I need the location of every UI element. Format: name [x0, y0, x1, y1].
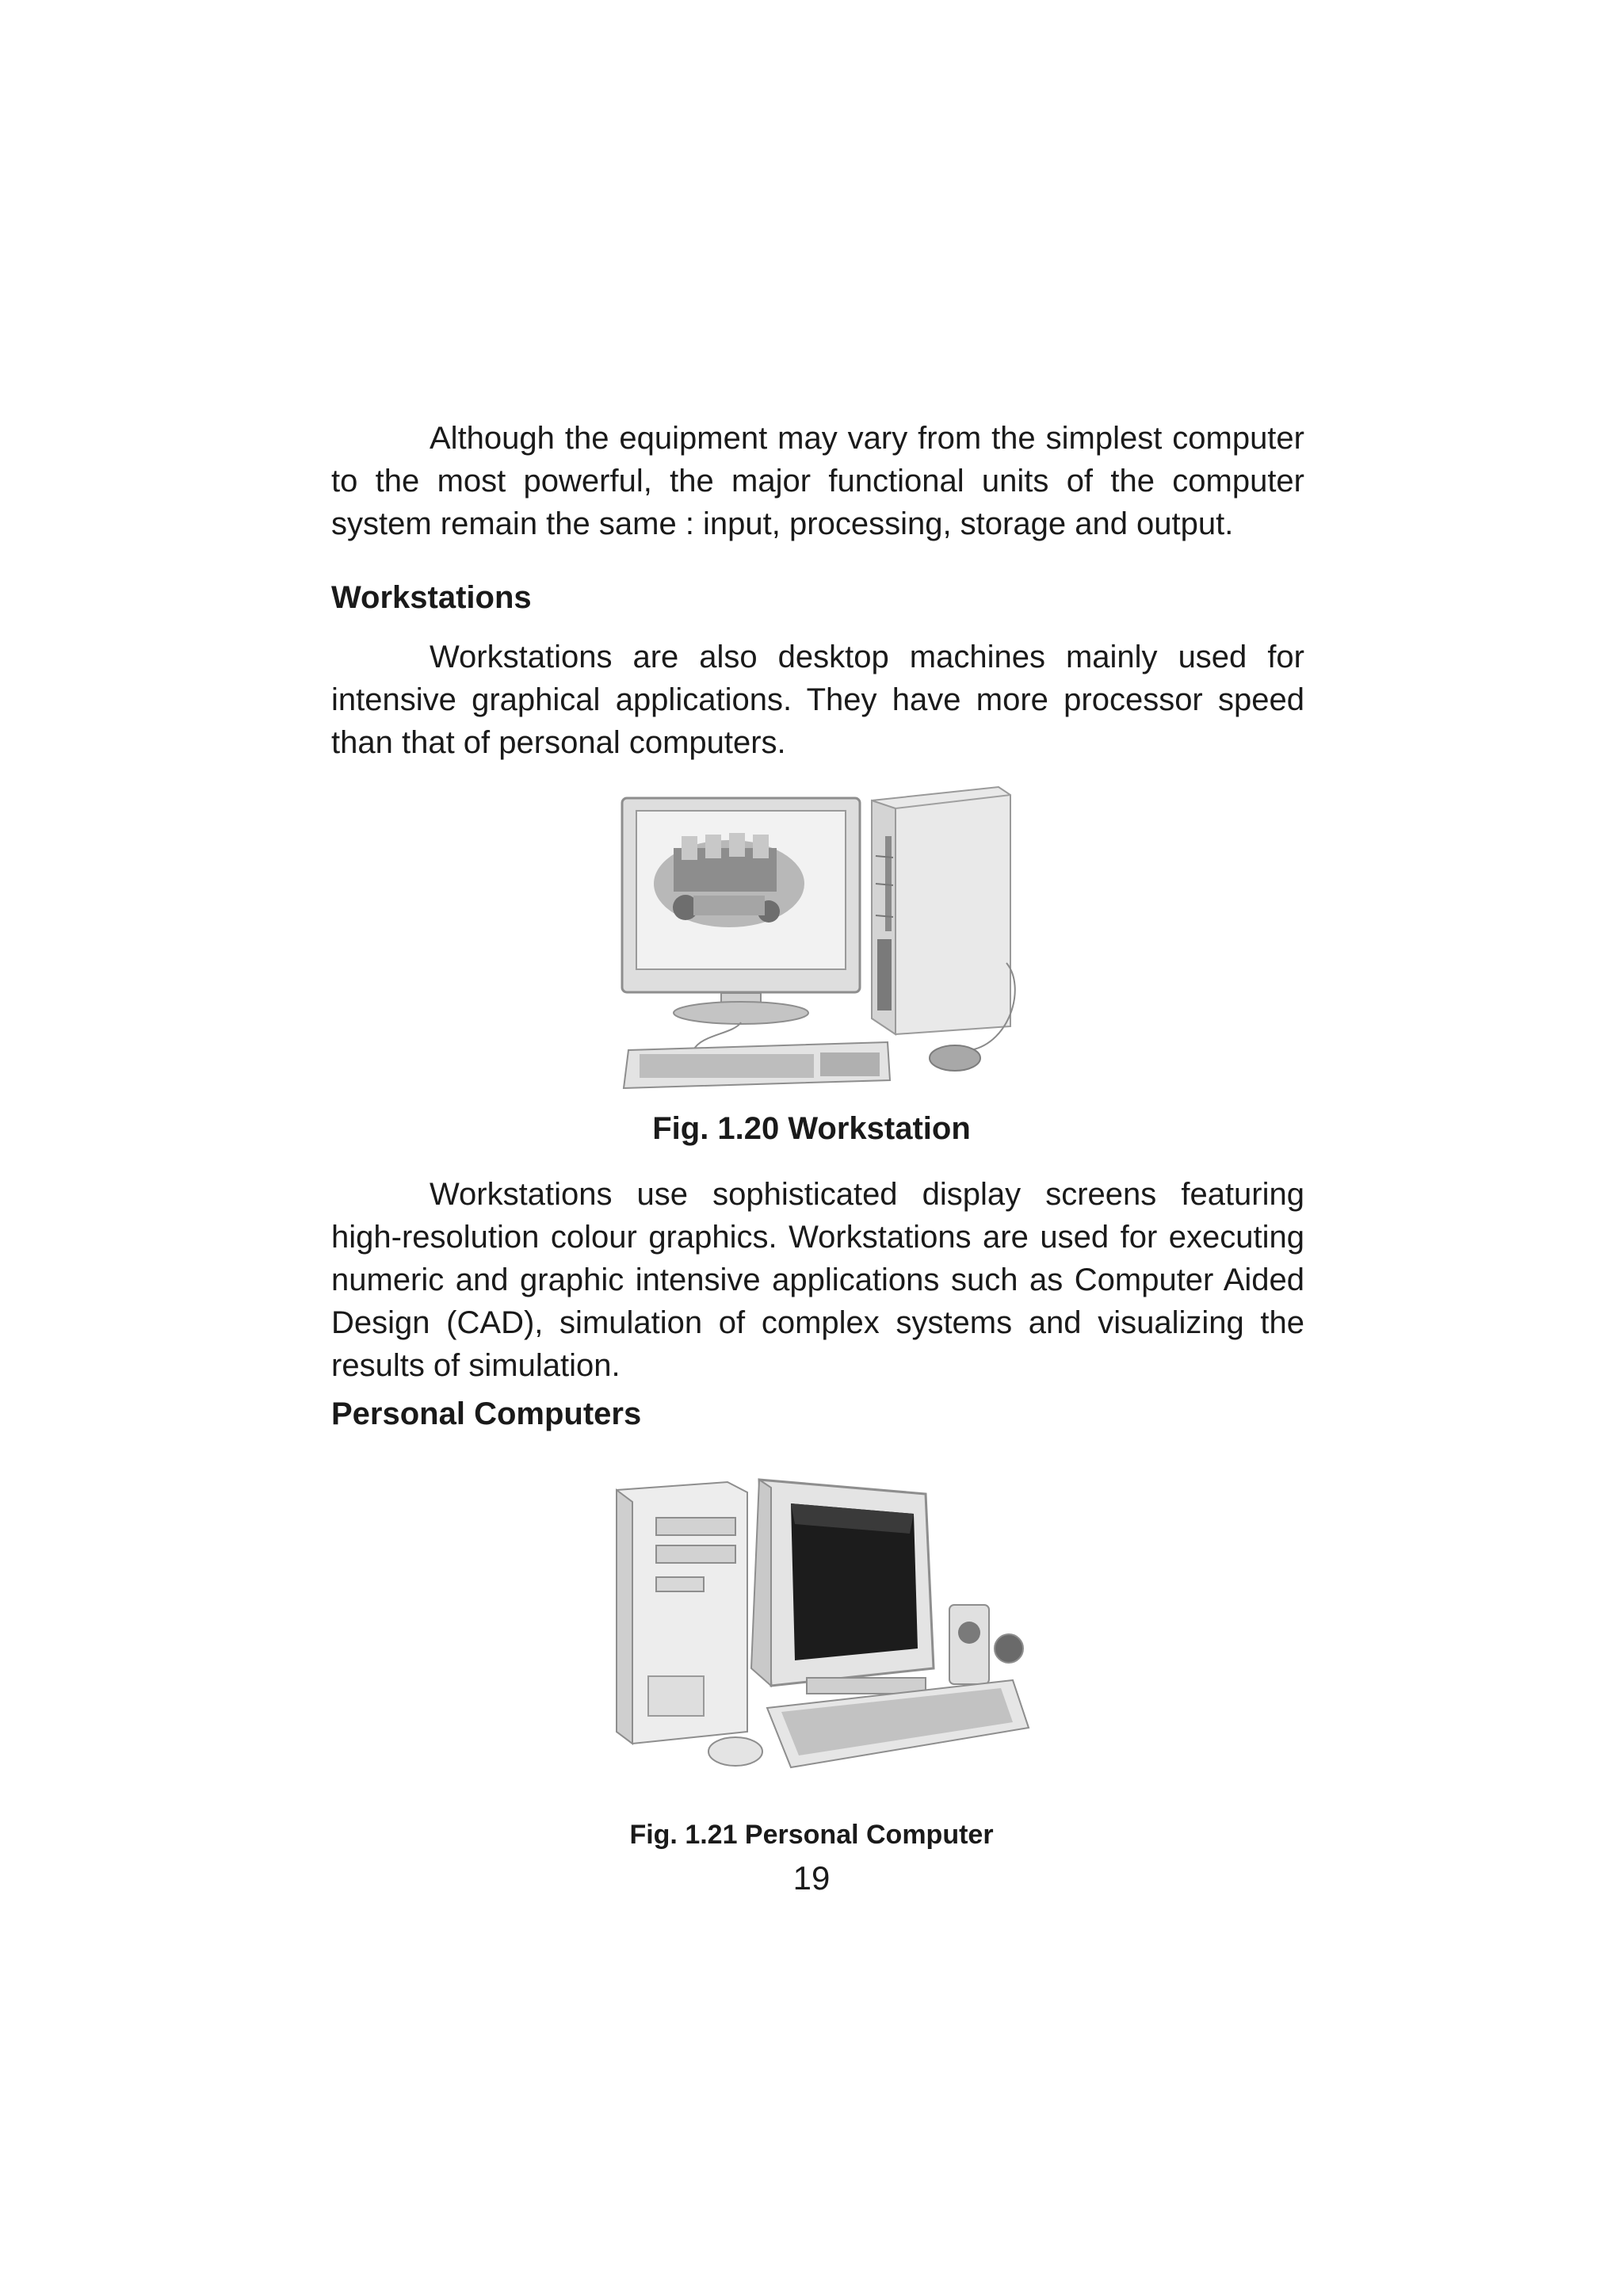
workstation-monitor: [622, 798, 860, 1024]
pc-monitor: [751, 1480, 934, 1694]
workstation-keyboard: [624, 1042, 890, 1088]
figure-1-21-caption: Fig. 1.21 Personal Computer: [629, 1820, 994, 1850]
intro-paragraph: Although the equipment may vary from the simplest computer to the most powerful, the major functional units of the computer system remain the same : input, processing, storage and output.: [331, 421, 1304, 541]
figure-1-20-caption: Fig. 1.20 Workstation: [652, 1111, 971, 1146]
page-number: 19: [792, 1859, 831, 1897]
workstations-paragraph-2: Workstations use sophisticated display screens featuring high-resolution colour graphics. Workstations are used for executing numeric and graphic intensive applications such as Computer Aided Design (CAD), simulation of complex systems and visualizing the results of simulation.: [331, 1177, 1304, 1383]
workstations-paragraph-1: Workstations are also desktop machines mainly used for intensive graphical applications. They have more processor speed than that of personal computers.: [331, 640, 1304, 760]
workstation-figure: [598, 781, 1030, 1098]
personal-computer-figure: [601, 1470, 1033, 1791]
pc-tower: [617, 1482, 747, 1744]
workstation-mouse: [930, 1045, 980, 1071]
personal-computers-heading: Personal Computers: [331, 1396, 642, 1431]
pc-speakers: [949, 1605, 1023, 1684]
pc-mouse: [708, 1737, 762, 1766]
workstation-tower: [872, 787, 1010, 1034]
workstations-heading: Workstations: [331, 580, 532, 615]
